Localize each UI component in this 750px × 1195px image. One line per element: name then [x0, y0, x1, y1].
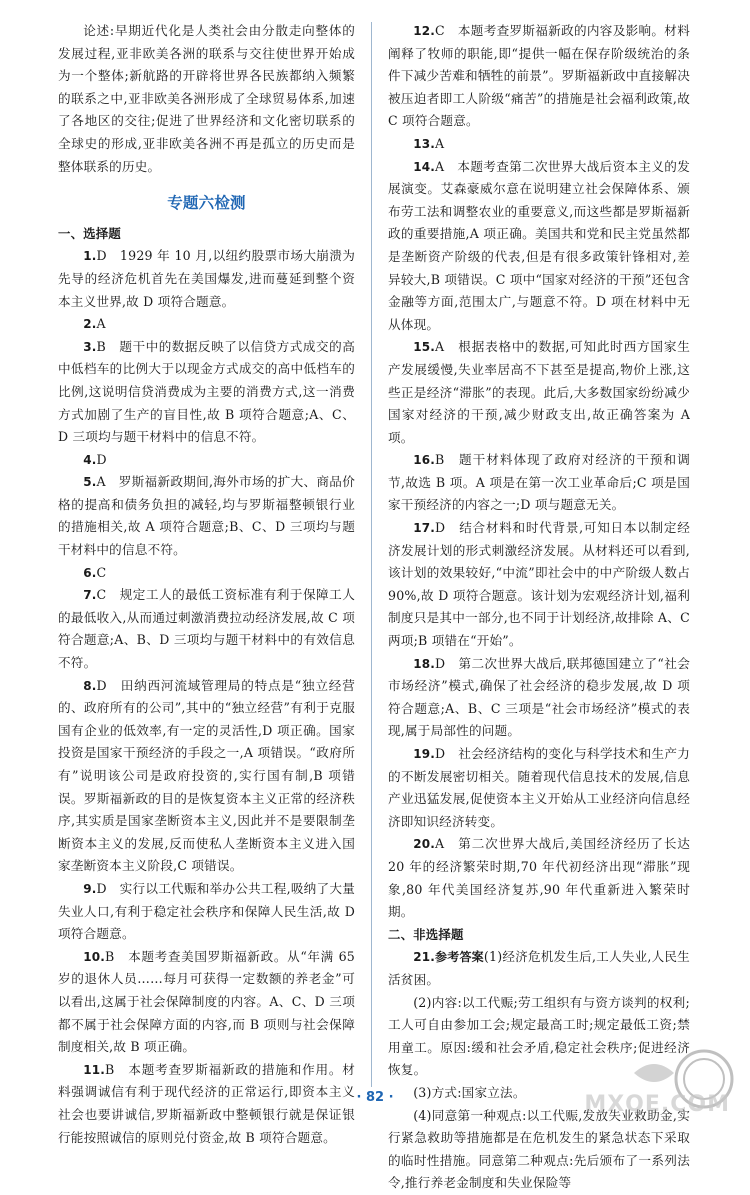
answer-item	[388, 449, 690, 517]
answer-text: C	[96, 564, 107, 580]
answer-text: C 本题考查罗斯福新政的内容及影响。材料阐释了牧师的职能,即“提供一幅在保存阶级统治的条件下减少苦难和牺牲的前景”。罗斯福新政中直接解决被压迫者即工人阶级“痛苦”的措施是社会福利政策,故 C 项符合题意。	[388, 23, 690, 129]
answer-text: B 本题考查美国罗斯福新政。从“年满 65 岁的退休人员……每月可获得一定数额的养老金”可以看出,这属于社会保障制度的内容。A、C、D 三项都不属于社会保障方面的内容,而 B 项则与社会保障制度相关,故 B 项正确。	[58, 948, 355, 1055]
answer-number: 13.	[413, 136, 436, 151]
answer-item	[388, 156, 690, 337]
answer-number: 19.	[413, 747, 436, 761]
right-column	[388, 20, 690, 1195]
answer-text: D	[96, 451, 107, 467]
page-number: · 82 ·	[356, 1090, 394, 1105]
answer-item	[58, 675, 355, 878]
answer-number: 11.	[83, 1062, 106, 1077]
answer-item	[58, 336, 355, 449]
answer-item	[58, 471, 355, 561]
answer-number: 9.	[83, 881, 97, 896]
answer-text: C 规定工人的最低工资标准有利于保障工人的最低收入,从而通过刺激消费拉动经济发展,故 C 项符合题意;A、B、D 三项均与题干材料中的有效信息不符。	[58, 587, 355, 671]
answer-text: A 罗斯福新政期间,海外市场的扩大、商品价格的提高和债务负担的减轻,均与罗斯福整顿银行业的措施相关,故 A 项符合题意;B、C、D 三项均与题干材料中的信息不符。	[58, 474, 355, 558]
answer-item	[388, 653, 690, 743]
intro-paragraph: 论述:早期近代化是人类社会由分散走向整体的发展过程,亚非欧美各洲的联系与交往使世界开始成为一个整体;新航路的开辟将世界各民族都纳入频繁的联系之中,亚非欧美各洲形成了全球贸易体系,加速了各地区的交往;促进了世界经济和文化密切联系的全球史的形成,亚非欧美各洲不再是孤立的历史而是整体联系的历史。	[58, 23, 355, 174]
answer-number: 10.	[83, 949, 106, 964]
answer-number: 6.	[83, 565, 97, 580]
answer-item	[58, 245, 355, 313]
q21-paragraph	[388, 946, 690, 991]
part1-heading: 一、选择题	[58, 225, 121, 241]
answer-text: D 田纳西河流域管理局的特点是“独立经营的、政府所有的公司”,其中的“独立经营”有利于克服国有企业的低效率,有一定的灵活性,D 项正确。国家投资是国家干预经济的手段之一,A 项错误。“政府所有”说明该公司是政府投资的,实行国有制,B 项错误。罗斯福新政的目的是恢复资本主义正常的经济秩序,其实质是国家垄断资本主义,因此并不是要限制垄断资本主义的发展,反而使私人垄断资本主义进入国家垄断资本主义阶段,C 项错误。	[58, 677, 355, 874]
part2-heading: 二、非选择题	[388, 926, 464, 942]
answer-number: 20.	[413, 837, 436, 852]
answer-item	[58, 562, 355, 585]
left-answer-list	[58, 245, 355, 1149]
right-answer-list	[388, 20, 690, 924]
answer-number: 3.	[83, 339, 97, 354]
answer-item	[388, 833, 690, 923]
answer-text: A	[435, 135, 445, 151]
answer-text: A 本题考查第二次世界大战后资本主义的发展演变。艾森豪威尔意在说明建立社会保障体系、颁布劳工法和调整农业的重要意义,而这些都是罗斯福新政的重要措施,A 项正确。美国共和党和民主党虽然都是垄断资产阶级的代表,但是有很多政策针锋相对,差异较大,B 项错误。C 项中“国家对经济的干预”还包含金融等方面,范围太广,与题意不符。D 项在材料中无从体现。	[388, 158, 690, 332]
answer-item	[58, 313, 355, 336]
answer-number: 14.	[413, 159, 436, 174]
section-title: 专题六检测	[167, 194, 246, 213]
answer-text: B 题干材料体现了政府对经济的干预和调节,故选 B 项。A 项是在第一次工业革命后;C 项是国家干预经济的内容之一;D 项与题意无关。	[388, 452, 690, 513]
answer-number: 1.	[83, 249, 97, 264]
q21-answer-2: (2)内容:以工代赈;劳工组织有与资方谈判的权利;工人可自由参加工会;规定最高工时;规定最低工资;禁用童工。原因:缓和社会矛盾,稳定社会秩序;促进经济恢复。	[388, 994, 690, 1078]
answer-number: 4.	[83, 452, 97, 467]
answer-text: A	[96, 316, 106, 332]
answer-number: 17.	[413, 521, 436, 536]
answer-number: 5.	[83, 475, 97, 490]
q21-number: 21.	[413, 950, 436, 965]
answer-number: 16.	[413, 453, 436, 468]
answer-text: A 根据表格中的数据,可知此时西方国家生产发展缓慢,失业率居高不下甚至是提高,物价上涨,这些正是经济“滞胀”的表现。此后,大多数国家纷纷减少国家对经济的干预,减少财政支出,故正确答案为 A 项。	[388, 339, 690, 445]
answer-text: D 1929 年 10 月,以纽约股票市场大崩溃为先导的经济危机首先在美国爆发,进而蔓延到整个资本主义世界,故 D 项符合题意。	[58, 248, 355, 309]
left-column	[58, 20, 355, 1149]
answer-item	[388, 743, 690, 833]
answer-item	[58, 946, 355, 1059]
answer-item	[388, 133, 690, 156]
answer-text: B 本题考查罗斯福新政的措施和作用。材料强调诚信有利于现代经济的正常运行,即资本主义社会也要讲诚信,罗斯福新政中整顿银行就是保证银行能按照诚信的原则兑付资金,故 B 项符合题意。	[58, 1061, 355, 1145]
answer-item	[58, 449, 355, 472]
answer-item	[388, 517, 690, 653]
answer-number: 8.	[83, 678, 97, 693]
answer-item	[388, 20, 690, 133]
answer-number: 15.	[413, 340, 436, 355]
column-divider	[371, 22, 372, 1087]
answer-text: D 社会经济结构的变化与科学技术和生产力的不断发展密切相关。随着现代信息技术的发展,信息产业迅猛发展,促使资本主义开始从工业经济向信息经济即知识经济转变。	[388, 746, 690, 829]
answer-number: 2.	[83, 317, 97, 332]
answer-text: B 题干中的数据反映了以信贷方式成交的高中低档车的比例大于以现金方式成交的高中低档车的比例,这说明信贷消费成为主要的消费方式,这一消费方式加剧了生产的盲目性,故 B 项符合题意;A、C、D 三项均与题干材料中的信息不符。	[58, 338, 355, 445]
q21-label: 参考答案	[435, 950, 484, 965]
q21-answer-4: (4)同意第一种观点:以工代赈,发放失业救助金,实行紧急救助等措施都是在危机发生的紧急状态下采取的临时性措施。同意第二种观点:先后颁布了一系列法令,推行养老金制度和失业保险等	[388, 1107, 690, 1191]
q21-answer-3: (3)方式:国家立法。	[413, 1084, 526, 1100]
answer-item	[58, 584, 355, 674]
answer-number: 7.	[83, 588, 97, 603]
q21-answer-1: (1)经济危机发生后,工人失业,人民生活贫困。	[388, 949, 690, 987]
answer-text: D 第二次世界大战后,联邦德国建立了“社会市场经济”模式,确保了社会经济的稳步发展,故 D 项符合题意;A、B、C 三项是“社会市场经济”模式的表现,属于局部性的问题。	[388, 655, 690, 739]
answer-item	[58, 878, 355, 946]
answer-text: A 第二次世界大战后,美国经济经历了长达 20 年的经济繁荣时期,70 年代初经济出现“滞胀”现象,80 年代美国经济复苏,90 年代重新进入繁荣时期。	[388, 836, 690, 920]
watermark-text: MXQE.COM	[584, 1092, 730, 1117]
answer-item	[388, 336, 690, 449]
answer-text: D 结合材料和时代背景,可知日本以制定经济发展计划的形式刺激经济发展。从材料还可以看到,该计划的效果较好,“中流”即社会中的中产阶级人数占 90%,故 D 项符合题意。该计划为宏观经济计划,福利制度只是其中一部分,也不同于计划经济,故排除 A、C 两项;B 项错在“开始”。	[388, 520, 690, 649]
answer-number: 18.	[413, 656, 436, 671]
watermark-logo	[574, 1043, 744, 1123]
answer-text: D 实行以工代赈和举办公共工程,吸纳了大量失业人口,有利于稳定社会秩序和保障人民生活,故 D 项符合题意。	[58, 880, 355, 942]
answer-number: 12.	[413, 24, 436, 38]
